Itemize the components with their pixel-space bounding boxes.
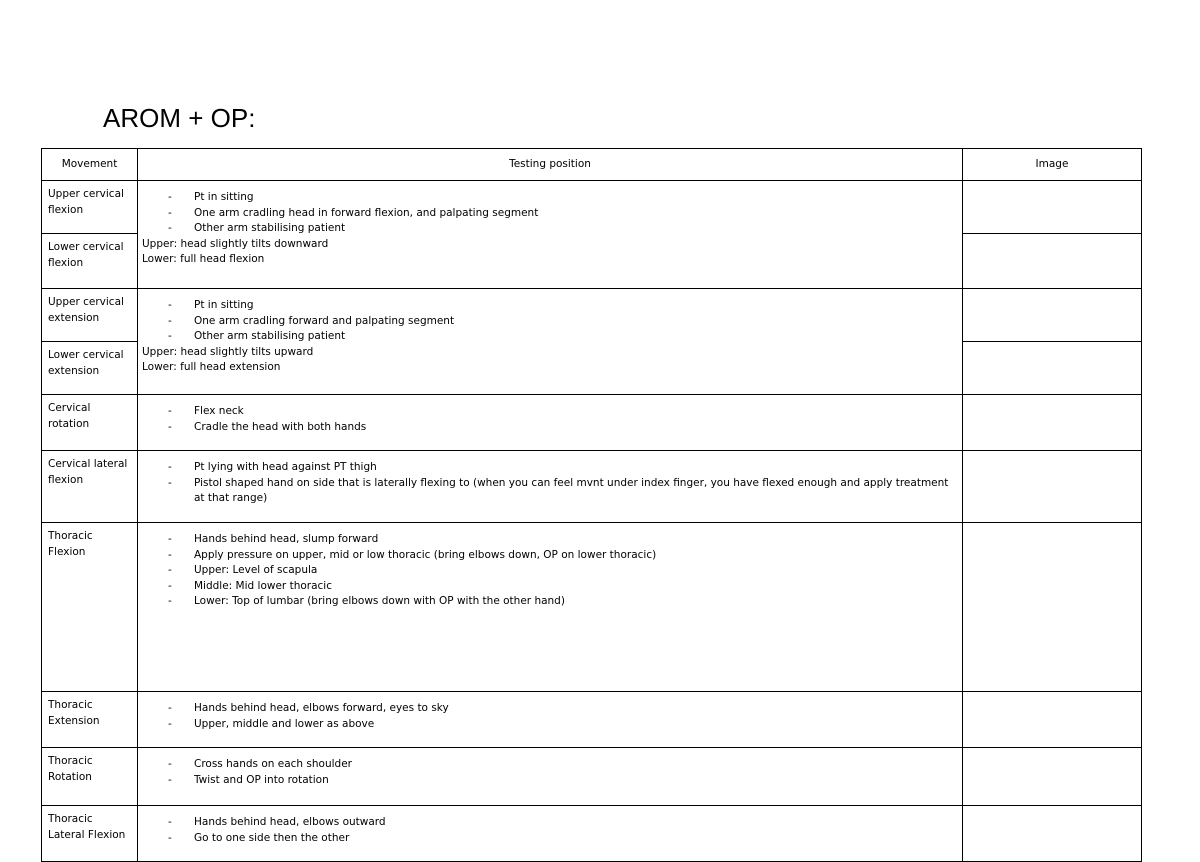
bullet-list <box>142 757 956 788</box>
bullet-list <box>142 190 956 237</box>
list-item: - Pt in sitting <box>168 191 254 203</box>
table-row <box>42 289 1142 342</box>
page-title: AROM + OP: <box>103 103 256 133</box>
table-row <box>42 806 1142 862</box>
image-cell <box>963 692 1142 748</box>
header-movement: Movement <box>42 149 138 181</box>
testing-cell <box>138 748 963 806</box>
note-lower: Lower: full head extension <box>142 361 281 373</box>
movement-cell: Cervical rotation <box>42 395 138 451</box>
list-item: - Other arm stabilising patient <box>168 222 346 234</box>
image-cell <box>963 451 1142 523</box>
movement-cell: Upper cervical extension <box>42 289 138 342</box>
table-row <box>42 181 1142 234</box>
list-item: - Hands behind head, elbows outward <box>168 816 386 828</box>
bullet-list <box>142 701 956 732</box>
bullet-list <box>142 404 956 435</box>
note-upper: Upper: head slightly tilts upward <box>142 345 314 358</box>
list-item: - Pt lying with head against PT thigh <box>168 461 377 473</box>
header-image: Image <box>963 149 1142 181</box>
movement-cell: Thoracic Rotation <box>42 748 138 806</box>
image-cell <box>963 395 1142 451</box>
table-row <box>42 523 1142 692</box>
testing-cell <box>138 523 963 692</box>
movement-cell: Thoracic Flexion <box>42 523 138 692</box>
table-row <box>42 395 1142 451</box>
testing-cell <box>138 451 963 523</box>
image-cell <box>963 748 1142 806</box>
list-item: - Middle: Mid lower thoracic <box>168 579 332 592</box>
list-item: - Lower: Top of lumbar (bring elbows down with OP with the other hand) <box>168 595 565 607</box>
note-lower: Lower: full head flexion <box>142 253 265 265</box>
image-cell <box>963 806 1142 862</box>
header-testing-position: Testing position <box>138 149 963 181</box>
table-row <box>42 692 1142 748</box>
list-item: - Pistol shaped hand on side that is laterally flexing to (when you can feel mvnt under index finger, you have flexed enough and apply treatment at that range) <box>168 476 949 504</box>
bullet-list <box>142 815 956 846</box>
image-cell <box>963 342 1142 395</box>
list-item: - Cross hands on each shoulder <box>168 758 352 770</box>
list-item: - Hands behind head, slump forward <box>168 533 379 545</box>
list-item: - Apply pressure on upper, mid or low thoracic (bring elbows down, OP on lower thoracic) <box>168 548 657 561</box>
list-item: - Hands behind head, elbows forward, eyes to sky <box>168 702 449 714</box>
table-row <box>42 451 1142 523</box>
list-item: - Upper, middle and lower as above <box>168 717 375 730</box>
movement-cell: Thoracic Extension <box>42 692 138 748</box>
testing-cell <box>138 395 963 451</box>
image-cell <box>963 289 1142 342</box>
bullet-list <box>142 532 956 610</box>
list-item: - Upper: Level of scapula <box>168 564 318 576</box>
image-cell <box>963 234 1142 289</box>
list-item: - Go to one side then the other <box>168 831 350 844</box>
image-cell <box>963 181 1142 234</box>
image-cell <box>963 523 1142 692</box>
bullet-list <box>142 460 956 507</box>
movement-cell: Thoracic Lateral Flexion <box>42 806 138 862</box>
note-upper: Upper: head slightly tilts downward <box>142 237 329 250</box>
testing-cell <box>138 692 963 748</box>
movement-cell: Lower cervical extension <box>42 342 138 395</box>
testing-cell <box>138 289 963 395</box>
movement-cell: Lower cervical flexion <box>42 234 138 289</box>
movement-cell: Cervical lateral flexion <box>42 451 138 523</box>
testing-cell <box>138 181 963 289</box>
list-item: - Pt in sitting <box>168 299 254 311</box>
testing-cell <box>138 806 963 862</box>
bullet-list <box>142 298 956 345</box>
list-item: - Twist and OP into rotation <box>168 773 329 786</box>
list-item: - One arm cradling head in forward flexion, and palpating segment <box>168 206 539 219</box>
table-row <box>42 748 1142 806</box>
arom-table <box>41 148 1142 862</box>
header-row <box>42 149 1142 181</box>
list-item: - Flex neck <box>168 405 244 417</box>
list-item: - Other arm stabilising patient <box>168 330 346 342</box>
list-item: - Cradle the head with both hands <box>168 420 367 433</box>
list-item: - One arm cradling forward and palpating segment <box>168 314 455 327</box>
movement-cell: Upper cervical flexion <box>42 181 138 234</box>
